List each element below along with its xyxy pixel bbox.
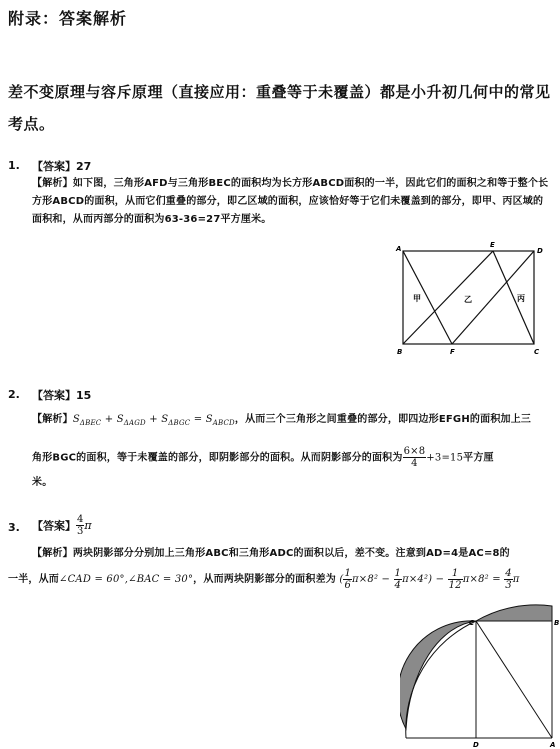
label-a: A: [550, 741, 556, 749]
line-af: [403, 251, 452, 344]
q3-area-formula: ( $\frac{1}{6}$ π×8² − $\frac{1}{4}$ π×4²) − $\frac{1}{12}$ π×8² = $\frac{4}{3}$ π: [335, 568, 520, 591]
q3-sector-figure: [400, 598, 560, 749]
label-c: C: [469, 619, 475, 627]
label-f: F: [450, 348, 455, 356]
q3-explain-text1: 两块阴影部分分别加上三角形ABC和三角形ADC的面积以后，差不变。注意到AD=4是AC=8的: [72, 548, 510, 559]
q3-number: 3.: [8, 521, 20, 534]
q2-explanation-line1: [32, 411, 552, 432]
region-bing: 丙: [517, 294, 525, 303]
label-a: A: [396, 245, 402, 253]
q3-explanation-line2: 一半，从而∠CAD = 60°,∠BAC = 30°，从而两块阴影部分的面积差为 ( $\frac{1}{6}$ π×8² − $\frac{1}{4}$ π×4²) − $\frac{1}{12}$ π×8² = $\frac{4}{3}$ π: [8, 568, 520, 591]
q3-answer-fraction: $\frac{4}{3}$: [77, 514, 84, 537]
q2-explain-text2: 角形BGC的面积，等于未覆盖的部分，即阴影部分的面积。从而阴影部分的面积为: [32, 452, 403, 464]
q2-formula: $S_{\Delta BEC} + S_{\Delta AGD} + S_{\Delta BGC} = S_{ABCD}$: [72, 414, 235, 427]
label-b: B: [554, 619, 560, 627]
q1-explanation: [32, 175, 552, 229]
q3-answer: 【答案】 $\frac{4}{3}$ π: [32, 514, 92, 537]
q2-result: +3=15: [426, 452, 464, 464]
intro-paragraph: 差不变原理与容斥原理（直接应用：重叠等于未覆盖）都是小升初几何中的常见考点。: [8, 83, 551, 133]
page-title: 附录：答案解析: [8, 9, 128, 28]
label-d: D: [473, 741, 479, 749]
region-yi: 乙: [464, 295, 472, 304]
q2-unit: 平方厘: [463, 452, 494, 464]
q2-fraction: $\frac{6\times 8}{4}$: [403, 446, 426, 469]
label-c: C: [534, 348, 540, 356]
label-d: D: [537, 247, 543, 255]
q1-explain-label: 【解析】: [32, 178, 73, 189]
q1-rectangle-figure: [394, 240, 554, 360]
q3-explanation-line1: [32, 545, 556, 563]
line-ec: [493, 251, 534, 344]
q1-answer: 【答案】27: [32, 160, 92, 173]
label-e: E: [490, 241, 495, 249]
q2-answer: 【答案】15: [32, 389, 92, 402]
region-jia: 甲: [413, 294, 421, 303]
q2-explain-label: 【解析】: [32, 414, 73, 425]
shaded-region-top: [476, 605, 552, 621]
q2-number: 2.: [8, 388, 20, 401]
q3-angles: ∠CAD = 60°,∠BAC = 30°: [59, 574, 194, 585]
q3-explain-label: 【解析】: [32, 548, 73, 559]
shaded-region-left: [400, 621, 476, 729]
label-b: B: [397, 348, 403, 356]
q2-explanation-line3: 米。: [32, 477, 53, 488]
line-ca: [476, 621, 552, 738]
q2-explanation-line2: [32, 446, 556, 469]
q2-explain-text1: ，从而三个三角形之间重叠的部分，即四边形EFGH的面积加上三: [234, 414, 532, 425]
q1-explain-text: 如下图，三角形AFD与三角形BEC的面积均为长方形ABCD面积的一半，因此它们的面积之和等于整个长方形ABCD的面积，从而它们重叠的部分，即乙区域的面积，应该恰好等于它们未覆盖到的部分，即甲、丙区域的面积和，从而丙部分的面积为63-36=27平方厘米。: [32, 178, 549, 225]
q1-number: 1.: [8, 159, 20, 172]
